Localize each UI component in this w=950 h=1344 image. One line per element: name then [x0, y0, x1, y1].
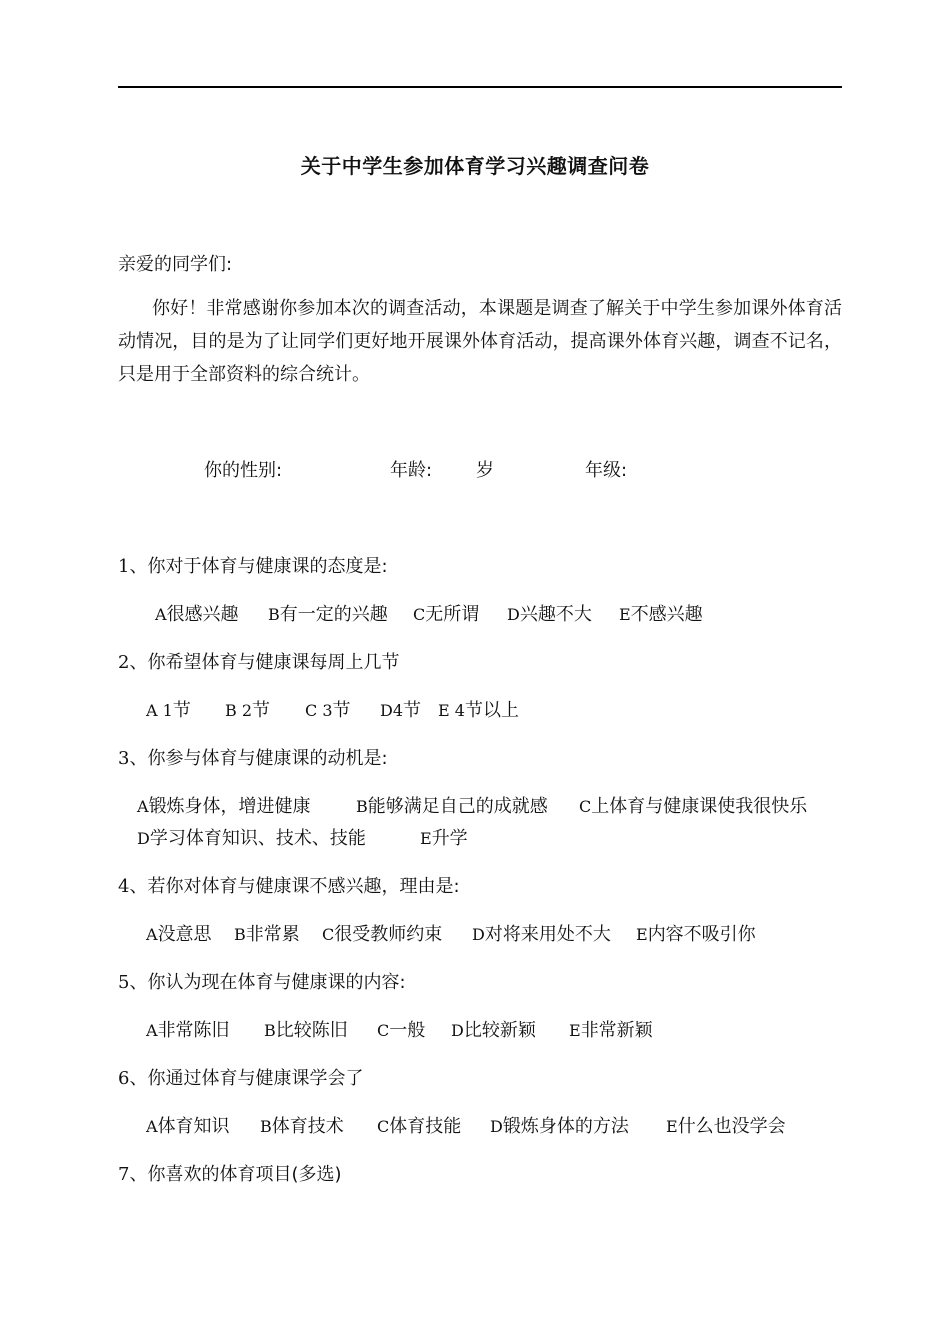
option-e[interactable]: E什么也没学会 — [666, 1116, 786, 1137]
option-c[interactable]: C很受教师约束 — [322, 924, 443, 945]
option-a[interactable]: A很感兴趣 — [155, 604, 239, 625]
question-text: 你认为现在体育与健康课的内容: — [147, 972, 406, 993]
option-b[interactable]: B体育技术 — [260, 1116, 344, 1137]
option-e[interactable]: E内容不吸引你 — [636, 924, 756, 945]
question-2 — [118, 648, 399, 674]
option-a[interactable]: A体育知识 — [146, 1116, 230, 1137]
gender-label: 你的性别: — [204, 460, 283, 481]
option-e[interactable]: E不感兴趣 — [619, 604, 703, 625]
question-1 — [118, 552, 388, 578]
question-7 — [118, 1160, 342, 1186]
age-unit: 岁 — [476, 460, 494, 481]
option-d[interactable]: D学习体育知识、技术、技能 — [137, 828, 366, 849]
option-e[interactable]: E非常新颖 — [569, 1020, 653, 1041]
question-4 — [118, 872, 460, 898]
option-c[interactable]: C无所谓 — [413, 604, 480, 625]
document-title: 关于中学生参加体育学习兴趣调查问卷 — [300, 154, 650, 178]
option-a[interactable]: A锻炼身体，增进健康 — [137, 796, 311, 817]
greeting: 亲爱的同学们: — [118, 254, 233, 275]
question-number: 5、 — [118, 972, 148, 993]
option-c[interactable]: C上体育与健康课使我很快乐 — [579, 796, 808, 817]
question-6 — [118, 1064, 363, 1090]
question-text: 你希望体育与健康课每周上几节 — [147, 652, 400, 673]
question-text: 你参与体育与健康课的动机是: — [147, 748, 388, 769]
question-text: 你喜欢的体育项目(多选) — [147, 1164, 342, 1185]
option-e[interactable]: E升学 — [420, 828, 468, 849]
option-d[interactable]: D锻炼身体的方法 — [490, 1116, 629, 1137]
option-a[interactable]: A 1节 — [146, 700, 191, 721]
option-a[interactable]: A非常陈旧 — [146, 1020, 230, 1041]
grade-label: 年级: — [585, 460, 628, 481]
option-a[interactable]: A没意思 — [146, 924, 212, 945]
option-b[interactable]: B能够满足自己的成就感 — [356, 796, 548, 817]
question-text: 你通过体育与健康课学会了 — [147, 1068, 364, 1089]
option-c[interactable]: C 3节 — [305, 700, 351, 721]
question-number: 4、 — [118, 876, 148, 897]
option-b[interactable]: B非常累 — [234, 924, 300, 945]
question-text: 你对于体育与健康课的态度是: — [147, 556, 388, 577]
question-number: 6、 — [118, 1068, 148, 1089]
age-label: 年龄: — [390, 460, 433, 481]
question-3 — [118, 744, 388, 770]
option-d[interactable]: D比较新颖 — [451, 1020, 536, 1041]
question-5 — [118, 968, 406, 994]
question-number: 2、 — [118, 652, 148, 673]
option-d[interactable]: D4节 — [380, 700, 422, 721]
question-text: 若你对体育与健康课不感兴趣，理由是: — [147, 876, 460, 897]
option-e[interactable]: E 4节以上 — [438, 700, 519, 721]
option-b[interactable]: B有一定的兴趣 — [268, 604, 388, 625]
intro-paragraph: 你好！非常感谢你参加本次的调查活动，本课题是调查了解关于中学生参加课外体育活动情况，目的是为了让同学们更好地开展课外体育活动，提高课外体育兴趣，调查不记名，只是用于全部资料的综合统计。 — [118, 298, 842, 385]
question-number: 1、 — [118, 556, 148, 577]
option-b[interactable]: B 2节 — [225, 700, 271, 721]
option-d[interactable]: D对将来用处不大 — [472, 924, 611, 945]
option-b[interactable]: B比较陈旧 — [264, 1020, 348, 1041]
question-number: 7、 — [118, 1164, 148, 1185]
option-d[interactable]: D兴趣不大 — [507, 604, 592, 625]
option-c[interactable]: C一般 — [377, 1020, 426, 1041]
question-number: 3、 — [118, 748, 148, 769]
header-rule — [118, 86, 842, 88]
option-c[interactable]: C体育技能 — [377, 1116, 462, 1137]
